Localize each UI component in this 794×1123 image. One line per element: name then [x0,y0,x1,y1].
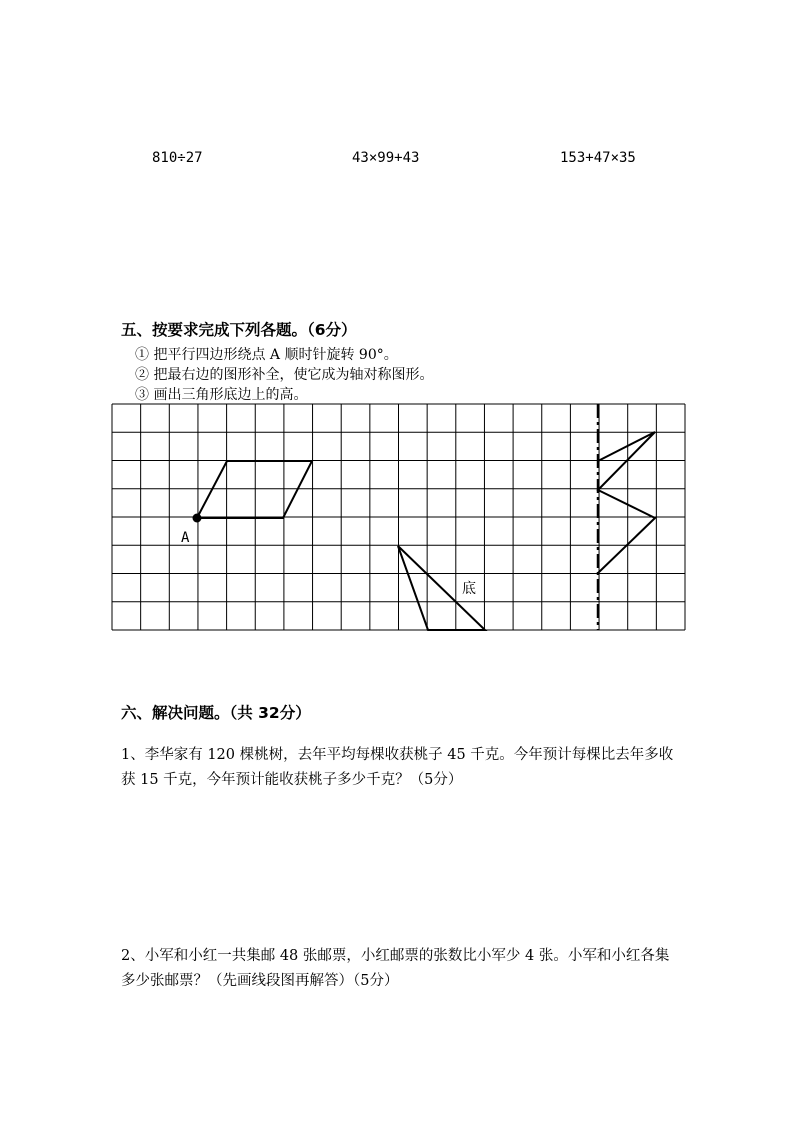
calc-item-1: 810÷27 [152,150,203,166]
section6-title: 六、解决问题。（共 32分） [121,704,311,722]
point-a [193,514,202,523]
point-a-label: A [181,530,190,546]
section5-instruction-1: ① 把平行四边形绕点 A 顺时针旋转 90°。 [135,347,398,363]
triangle-base-label: 底 [462,581,476,597]
half-figure [598,432,655,573]
section5-instruction-3: ③ 画出三角形底边上的高。 [135,387,308,403]
calc-item-2: 43×99+43 [352,150,420,166]
parallelogram [197,461,312,518]
problem-1: 1、李华家有 120 棵桃树，去年平均每棵收获桃子 45 千克。今年预计每棵比去年多收获 15 千克，今年预计能收获桃子多少千克？（5分） [121,747,674,788]
calc-item-3: 153+47×35 [560,150,636,166]
section5-instruction-2: ② 把最右边的图形补全，使它成为轴对称图形。 [135,367,434,383]
problem-2: 2、小军和小红一共集邮 48 张邮票，小红邮票的张数比小军少 4 张。小军和小红各集多少张邮票？（先画线段图再解答）（5分） [121,948,670,989]
section5-title: 五、按要求完成下列各题。（6分） [121,321,357,339]
